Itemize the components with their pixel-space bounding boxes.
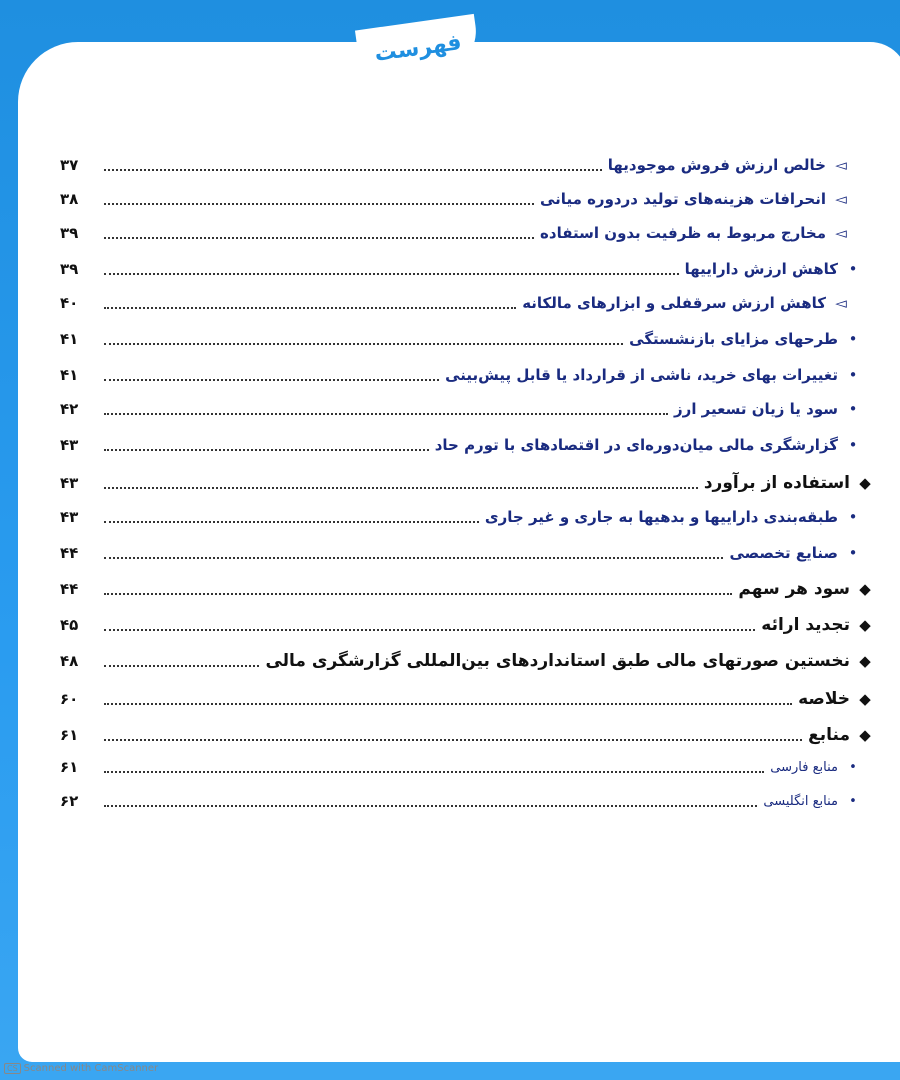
dot-leader (104, 629, 755, 631)
dot-leader (104, 703, 792, 705)
dot-leader (104, 665, 259, 667)
arrow-bullet-icon: ◅ (835, 156, 847, 174)
toc-entry-page: ۴۸ (60, 652, 79, 670)
toc-entry-title: کاهش ارزش سرقفلی و ابزارهای مالکانه (522, 294, 826, 312)
toc-entry-page: ۴۱ (60, 366, 79, 384)
toc-entry (60, 646, 880, 676)
toc-entry-page: ۴۴ (60, 580, 79, 598)
toc-entry-page: ۳۸ (60, 190, 79, 208)
toc-entry (60, 538, 880, 568)
toc-entry-title: منابع فارسی (770, 759, 838, 775)
diamond-bullet-icon: ◆ (859, 726, 871, 744)
toc-entry (60, 720, 880, 750)
toc-entry (60, 752, 880, 782)
arrow-bullet-icon: ◅ (835, 294, 847, 312)
dot-bullet-icon: • (848, 436, 858, 454)
toc-entry-page: ۴۰ (60, 294, 79, 312)
toc-entry-page: ۴۳ (60, 508, 79, 526)
toc-entry-title: استفاده از برآورد (703, 473, 850, 493)
toc-entry-page: ۶۲ (60, 792, 79, 810)
toc-entry (60, 574, 880, 604)
diamond-bullet-icon: ◆ (859, 616, 871, 634)
toc-entry-title: تجدید ارائه (761, 615, 850, 635)
toc-entry-page: ۶۱ (60, 726, 79, 744)
toc-entry-title: طرحهای مزایای بازنشستگی (629, 330, 838, 348)
toc-entry-title: سود یا زیان تسعیر ارز (674, 400, 838, 418)
toc-entry (60, 502, 880, 532)
toc-entry (60, 360, 880, 390)
toc-entry-title: منابع (808, 725, 850, 745)
scanner-watermark (4, 1063, 158, 1074)
toc-entry-page: ۶۰ (60, 690, 79, 708)
diamond-bullet-icon: ◆ (859, 652, 871, 670)
toc-entry-title: انحرافات هزینه‌های تولید دردوره میانی (540, 190, 826, 208)
toc-entry-title: تغییرات بهای خرید، ناشی از قرارداد یا قابل پیش‌بینی (445, 366, 838, 384)
dot-leader (104, 379, 439, 381)
dot-leader (104, 343, 623, 345)
toc-entry (60, 468, 880, 498)
toc-entry-page: ۴۳ (60, 474, 79, 492)
toc-entry-title: خلاصه (798, 689, 850, 709)
toc-entry-title: طبقه‌بندی داراییها و بدهیها به جاری و غیر جاری (484, 508, 838, 526)
dot-leader (104, 307, 516, 309)
toc-entry-page: ۶۱ (60, 758, 79, 776)
toc-entry-page: ۴۳ (60, 436, 79, 454)
dot-bullet-icon: • (848, 508, 858, 526)
diamond-bullet-icon: ◆ (859, 580, 871, 598)
arrow-bullet-icon: ◅ (835, 190, 847, 208)
dot-leader (104, 593, 732, 595)
toc-entry-title: منابع انگلیسی (763, 793, 838, 809)
toc-entry-page: ۴۴ (60, 544, 79, 562)
dot-leader (104, 487, 698, 489)
dot-bullet-icon: • (848, 544, 858, 562)
toc-entry (60, 324, 880, 354)
toc-entry (60, 288, 880, 318)
dot-bullet-icon: • (848, 366, 858, 384)
dot-leader (104, 739, 802, 741)
dot-bullet-icon: • (848, 260, 858, 278)
toc-entry-title: گزارشگری مالی میان‌دوره‌ای در اقتصادهای با تورم حاد (434, 436, 838, 454)
dot-leader (104, 169, 602, 171)
toc-entry (60, 184, 880, 214)
dot-bullet-icon: • (849, 793, 857, 809)
toc-entry (60, 394, 880, 424)
dot-leader (104, 521, 479, 523)
toc-entry (60, 610, 880, 640)
toc-entry (60, 786, 880, 816)
dot-leader (104, 449, 429, 451)
toc-entry (60, 684, 880, 714)
dot-bullet-icon: • (848, 330, 858, 348)
toc-entry-page: ۴۵ (60, 616, 79, 634)
arrow-bullet-icon: ◅ (835, 224, 847, 242)
toc-entry (60, 218, 880, 248)
toc-entry (60, 430, 880, 460)
dot-leader (104, 203, 534, 205)
dot-leader (104, 771, 764, 773)
diamond-bullet-icon: ◆ (859, 474, 871, 492)
toc-entry-title: سود هر سهم (738, 579, 850, 599)
toc-entry (60, 150, 880, 180)
toc-entry-page: ۳۹ (60, 224, 79, 242)
dot-leader (104, 237, 534, 239)
dot-bullet-icon: • (849, 759, 857, 775)
camscanner-logo: CS (4, 1063, 21, 1074)
dot-leader (104, 557, 723, 559)
toc-entry-page: ۳۹ (60, 260, 79, 278)
toc-heading: فهرست (372, 29, 464, 67)
toc-heading-tab (355, 14, 481, 82)
toc-entry-page: ۳۷ (60, 156, 79, 174)
dot-leader (104, 273, 679, 275)
toc-entry-title: صنایع تخصصی (729, 544, 838, 562)
toc-entry-title: کاهش ارزش داراییها (684, 260, 838, 278)
scanner-watermark-text: Scanned with CamScanner (23, 1063, 159, 1074)
toc-entry-title: خالص ارزش فروش موجودیها (607, 156, 826, 174)
toc-entry-page: ۴۲ (60, 400, 79, 418)
toc-entry-page: ۴۱ (60, 330, 79, 348)
toc-entry (60, 254, 880, 284)
toc-entry-title: مخارج مربوط به ظرفیت بدون استفاده (540, 224, 826, 242)
toc-entry-title: نخستین صورتهای مالی طبق استانداردهای بین‌المللی گزارشگری مالی (265, 651, 850, 671)
dot-bullet-icon: • (848, 400, 858, 418)
dot-leader (104, 413, 668, 415)
dot-leader (104, 805, 757, 807)
diamond-bullet-icon: ◆ (859, 690, 871, 708)
